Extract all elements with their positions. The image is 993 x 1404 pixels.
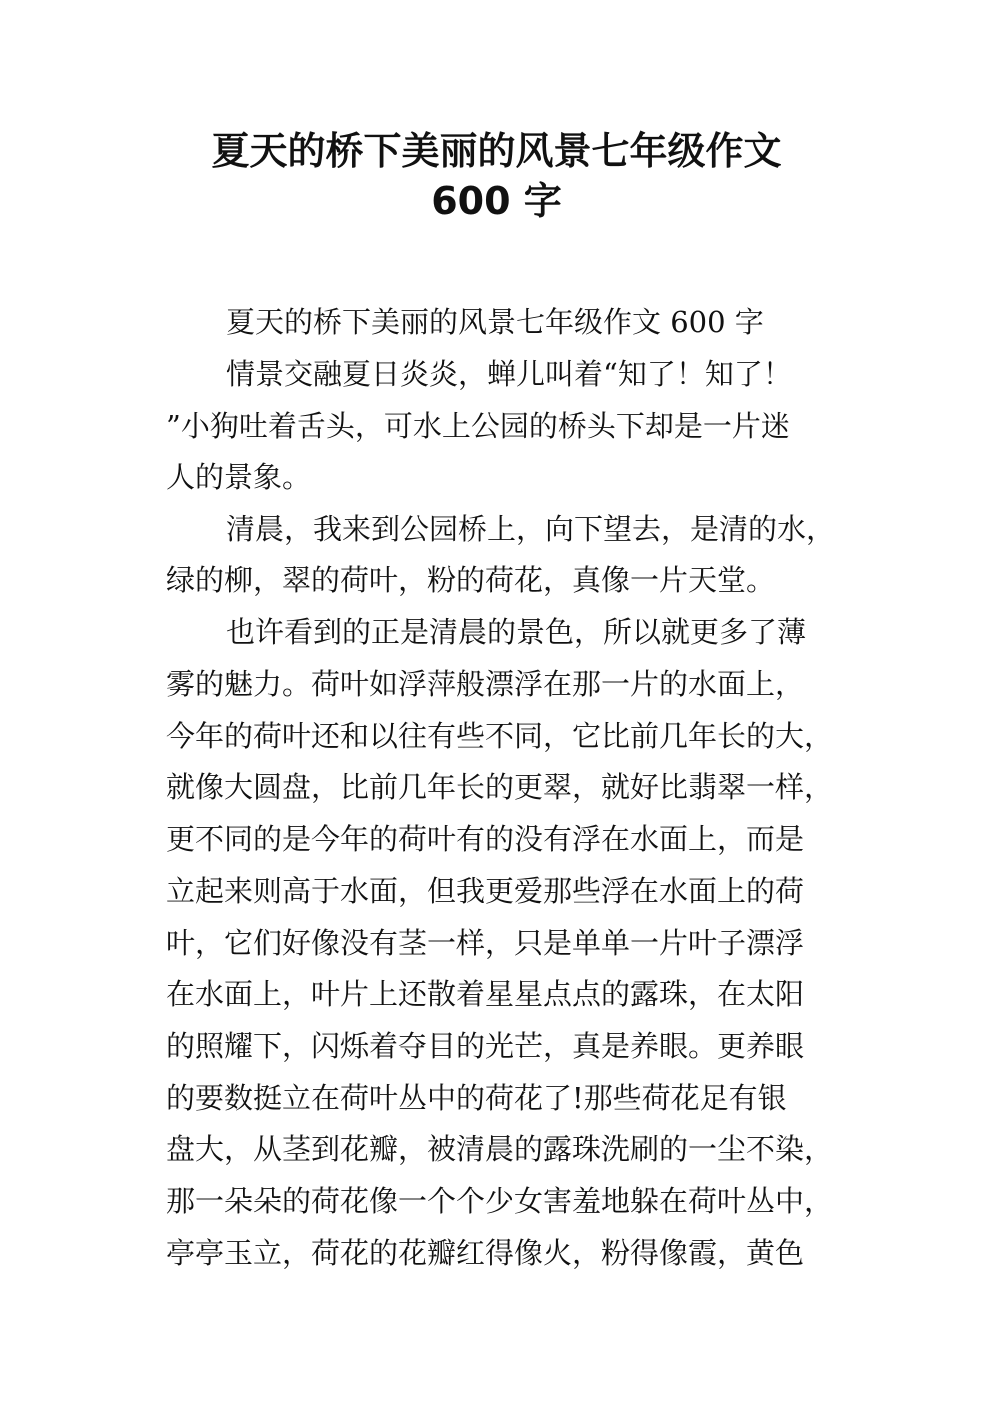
body-line: 夏天的桥下美丽的风景七年级作文 600 字 (226, 305, 764, 339)
body-line: 的照耀下，闪烁着夺目的光芒，真是养眼。更养眼 (166, 1029, 805, 1063)
body-line: 人的景象。 (166, 460, 312, 494)
body-line: 雾的魅力。荷叶如浮萍般漂浮在那一片的水面上， (166, 667, 805, 701)
body-line: 在水面上，叶片上还散着星星点点的露珠，在太阳 (166, 977, 805, 1011)
body-line: 清晨，我来到公园桥上，向下望去，是清的水， (226, 512, 836, 546)
body-line: 立起来则高于水面，但我更爱那些浮在水面上的荷 (166, 874, 805, 908)
body-line: 叶，它们好像没有茎一样，只是单单一片叶子漂浮 (166, 926, 805, 960)
body-line: 那一朵朵的荷花像一个个少女害羞地躲在荷叶丛中， (166, 1184, 834, 1218)
body-line: 也许看到的正是清晨的景色，所以就更多了薄 (226, 615, 807, 649)
body-line: 情景交融夏日炎炎，蝉儿叫着“知了！知了！ (226, 357, 792, 391)
body-line: 亭亭玉立，荷花的花瓣红得像火，粉得像霞，黄色 (166, 1236, 805, 1270)
body-line: 就像大圆盘，比前几年长的更翠，就好比翡翠一样， (166, 770, 834, 804)
body-line: 盘大，从茎到花瓣，被清晨的露珠洗刷的一尘不染， (166, 1132, 834, 1166)
body-line: 绿的柳，翠的荷叶，粉的荷花，真像一片天堂。 (166, 563, 776, 597)
body-line: 更不同的是今年的荷叶有的没有浮在水面上，而是 (166, 822, 805, 856)
document-title-line-1: 夏天的桥下美丽的风景七年级作文 (211, 129, 782, 173)
body-line: 的要数挺立在荷叶丛中的荷花了!那些荷花足有银 (166, 1081, 787, 1115)
body-line: ”小狗吐着舌头，可水上公园的桥头下却是一片迷 (166, 409, 790, 443)
document-title-line-2: 600 字 (431, 179, 562, 223)
body-line: 今年的荷叶还和以往有些不同，它比前几年长的大， (166, 719, 834, 753)
